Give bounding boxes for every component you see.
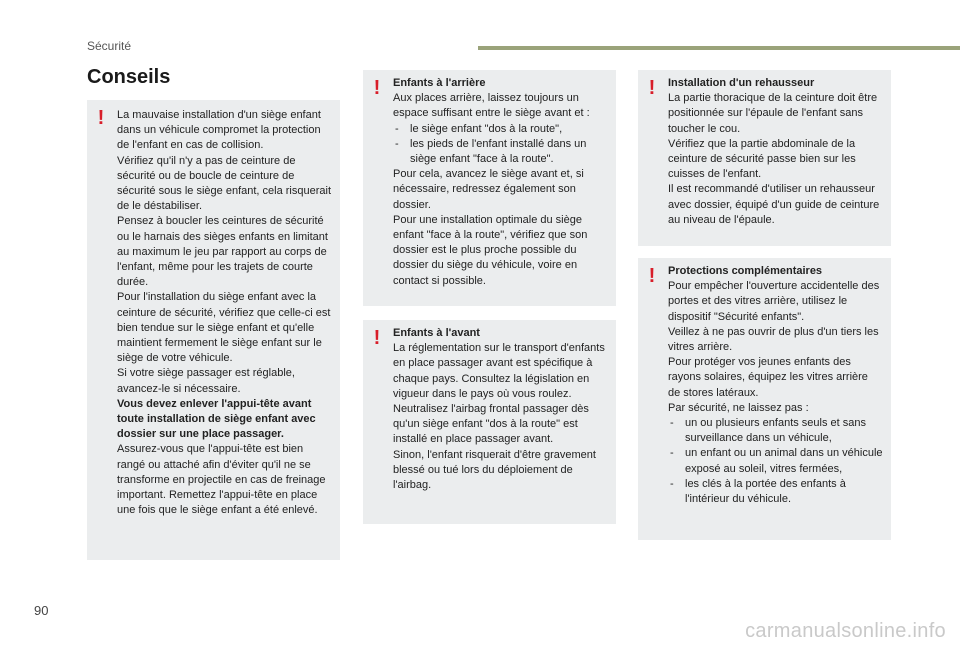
box-text: La réglementation sur le transport d'enfants en place passager avant est spécifique à chaque pays. Consultez la législation en vigueur dans le pays où vous roulez. Neutralisez l'airbag frontal passager dès qu'un siège enfant "dos à la route" est installé en place passager avant. Sinon, l'enfant risquerait d'être gravement blessé ou tué lors du déploiement de l'airbag. [393, 342, 605, 492]
box-title: Protections complémentaires [668, 265, 823, 277]
warning-icon: ! [373, 77, 381, 99]
warning-icon: ! [373, 327, 381, 349]
box-bold-text: Vous devez enlever l'appui-tête avant toute installation de siège enfant avec dossier sur une place passager. [117, 397, 316, 441]
box-list [393, 122, 608, 168]
box-title: Installation d'un rehausseur [668, 77, 815, 89]
box-text: Aux places arrière, laissez toujours un espace suffisant entre le siège avant et : [393, 92, 590, 120]
box-text: La mauvaise installation d'un siège enfant dans un véhicule compromet la protection de l'enfant en cas de collision. Vérifiez qu'il n'y a pas de ceinture de sécurité ou de boucle de ceinture de sécurité sous le siège enfant, cela risquerait de le déstabiliser. Pensez à boucler les ceintures de sécurité ou le harnais des sièges enfants en limitant au maximum le jeu par rapport au corps de l'enfant, même pour les trajets de courte durée. Pour l'installation du siège enfant avec la ceinture de sécurité, vérifiez que celle-ci est bien tendue sur le siège enfant et qu'elle maintient fermement le siège enfant sur le siège de votre véhicule. Si votre siège passager est réglable, avancez-le si nécessaire. [117, 109, 332, 395]
warning-box-booster [638, 70, 891, 246]
list-item: - le siège enfant "dos à la route", [393, 122, 608, 137]
box-title: Enfants à l'avant [393, 327, 480, 339]
list-item: - les clés à la portée des enfants à l'intérieur du véhicule. [668, 477, 883, 507]
page-title: Conseils [87, 66, 171, 88]
warning-box-rear-children [363, 70, 616, 306]
box-text: La partie thoracique de la ceinture doit être positionnée sur l'épaule de l'enfant sans toucher le cou. Vérifiez que la partie abdominale de la ceinture de sécurité passe bien sur les cuisses de l'enfant. Il est recommandé d'utiliser un rehausseur avec dossier, équipé d'un guide de ceinture au niveau de l'épaule. [668, 92, 880, 226]
warning-icon: ! [648, 77, 656, 99]
warning-box-additional-protection [638, 258, 891, 540]
warning-box-front-children [363, 320, 616, 524]
box-text: Pour cela, avancez le siège avant et, si nécessaire, redressez également son dossier. Pour une installation optimale du siège enfant "face à la route", vérifiez que son dossier est le plus proche possible du dossier du siège du véhicule, voire en contact si possible. [393, 168, 588, 287]
header-bar [478, 46, 960, 50]
warning-icon: ! [648, 265, 656, 287]
list-item: - les pieds de l'enfant installé dans un siège enfant "face à la route". [393, 137, 608, 167]
list-item: - un ou plusieurs enfants seuls et sans surveillance dans un véhicule, [668, 416, 883, 446]
box-text: Pour empêcher l'ouverture accidentelle des portes et des vitres arrière, utilisez le dispositif "Sécurité enfants". Veillez à ne pas ouvrir de plus d'un tiers les vitres arrière. Pour protéger vos jeunes enfants des rayons solaires, équipez les vitres arrière de stores latéraux. Par sécurité, ne laissez pas : [668, 280, 880, 414]
box-text: Assurez-vous que l'appui-tête est bien rangé ou attaché afin d'éviter qu'il ne se transforme en projectile en cas de freinage important. Remettez l'appui-tête en place une fois que le siège enfant a été enlevé. [117, 443, 326, 517]
warning-icon: ! [97, 107, 105, 129]
box-title: Enfants à l'arrière [393, 77, 486, 89]
box-list [668, 416, 883, 507]
section-label: Sécurité [87, 39, 132, 53]
list-item: - un enfant ou un animal dans un véhicule exposé au soleil, vitres fermées, [668, 446, 883, 476]
watermark: carmanualsonline.info [745, 620, 946, 642]
warning-box-general [87, 100, 340, 560]
page-number: 90 [34, 603, 49, 618]
